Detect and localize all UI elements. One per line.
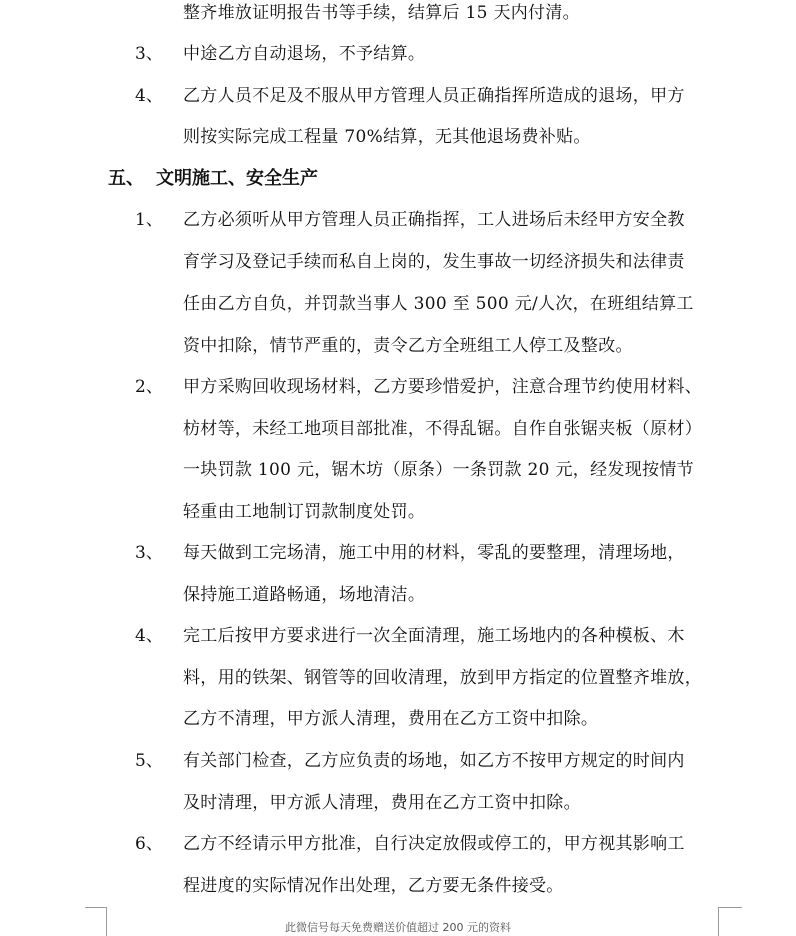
- section-title: 文明施工、安全生产: [156, 168, 318, 189]
- item-text-line: 每天做到工完场清，施工中用的材料，零乱的要整理，清理场地，: [183, 543, 685, 563]
- item-text-line: 则按实际完成工程量 70%结算，无其他退场费补贴。: [183, 127, 591, 147]
- item-number: 4、: [135, 86, 163, 106]
- item-text-line: 中途乙方自动退场，不予结算。: [183, 44, 426, 64]
- item-text-line: 有关部门检查，乙方应负责的场地，如乙方不按甲方规定的时间内: [183, 751, 685, 771]
- item-number: 3、: [135, 543, 163, 563]
- item-text-line: 乙方必须听从甲方管理人员正确指挥，工人进场后未经甲方安全教: [183, 210, 685, 230]
- item-text-line: 任由乙方自负，并罚款当事人 300 至 500 元/人次，在班组结算工: [183, 294, 694, 314]
- item-number: 2、: [135, 377, 163, 397]
- item-text-line: 一块罚款 100 元，锯木坊（原条）一条罚款 20 元，经发现按情节: [183, 460, 694, 480]
- item-text-line: 及时清理，甲方派人清理，费用在乙方工资中扣除。: [183, 793, 581, 813]
- item-number: 4、: [135, 626, 163, 646]
- item-text-line: 料，用的铁架、钢管等的回收清理，放到甲方指定的位置整齐堆放，: [183, 668, 702, 688]
- item-number: 5、: [135, 751, 163, 771]
- continuation-line: 整齐堆放证明报告书等手续，结算后 15 天内付清。: [183, 3, 580, 23]
- item-text-line: 资中扣除，情节严重的，责令乙方全班组工人停工及整改。: [183, 336, 633, 356]
- item-text-line: 乙方人员不足及不服从甲方管理人员正确指挥所造成的退场，甲方: [183, 86, 685, 106]
- item-text-line: 乙方不清理，甲方派人清理，费用在乙方工资中扣除。: [183, 709, 599, 729]
- item-text-line: 乙方不经请示甲方批准，自行决定放假或停工的，甲方视其影响工: [183, 834, 685, 854]
- item-text-line: 甲方采购回收现场材料，乙方要珍惜爱护，注意合理节约使用材料、: [183, 377, 702, 397]
- item-text-line: 育学习及登记手续而私自上岗的，发生事故一切经济损失和法律责: [183, 252, 685, 272]
- item-text-line: 枋材等，未经工地项目部批准，不得乱锯。自作自张锯夹板（原材）: [183, 419, 702, 439]
- item-text-line: 程进度的实际情况作出处理，乙方要无条件接受。: [183, 876, 564, 896]
- item-number: 3、: [135, 44, 163, 64]
- section-number: 五、: [108, 168, 144, 189]
- footer-text: 此微信号每天免费赠送价值超过 200 元的资料: [285, 921, 511, 934]
- item-number: 6、: [135, 834, 163, 854]
- item-text-line: 保持施工道路畅通，场地清洁。: [183, 585, 426, 605]
- item-text-line: 轻重由工地制订罚款制度处罚。: [183, 502, 426, 522]
- item-text-line: 完工后按甲方要求进行一次全面清理，施工场地内的各种模板、木: [183, 626, 685, 646]
- item-number: 1、: [135, 210, 163, 230]
